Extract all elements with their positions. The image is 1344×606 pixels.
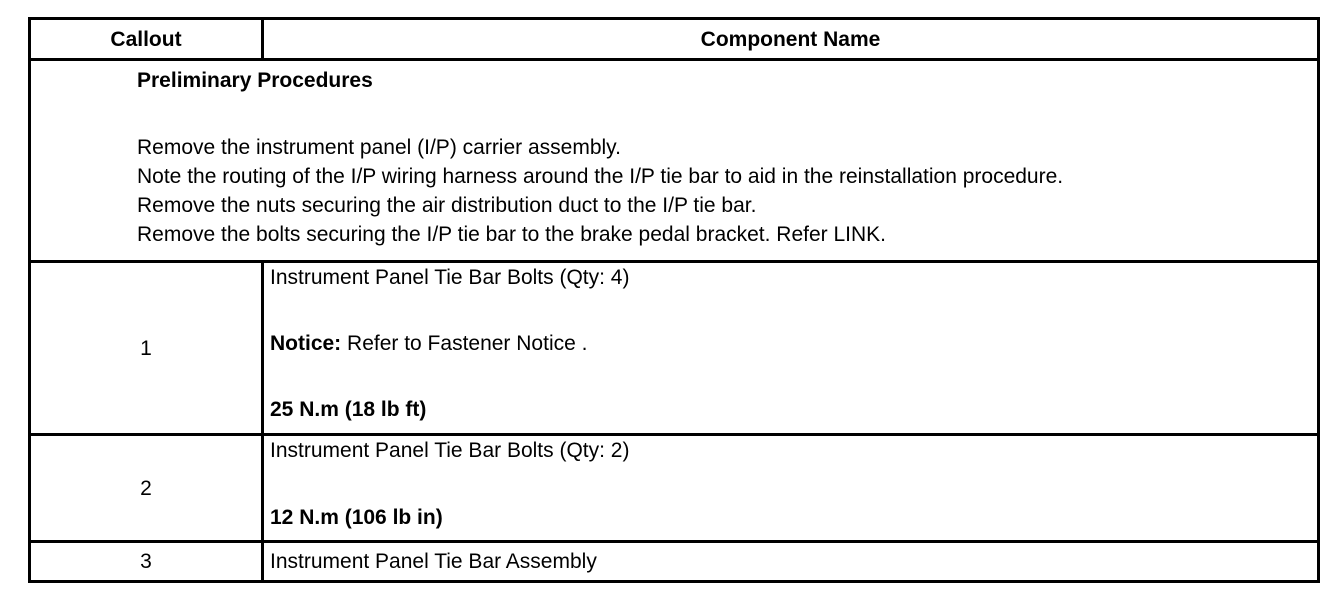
component-name: Instrument Panel Tie Bar Bolts (Qty: 2) [270,439,630,462]
spacer [270,358,1317,395]
notice-label: Notice: [270,332,342,355]
component-name-cell [263,262,1319,435]
callout-cell: 1 [30,262,263,435]
component-name-cell [263,542,1319,582]
preliminary-procedures-cell [30,60,1319,262]
procedure-table [28,17,1320,583]
table-row [30,435,1319,542]
component-name: Instrument Panel Tie Bar Bolts (Qty: 4) [270,266,630,289]
callout-cell: 3 [30,542,263,582]
component-name-cell [263,435,1319,542]
preliminary-procedures-title: Preliminary Procedures [137,69,373,92]
header-callout: Callout [30,19,263,60]
spacer [270,292,1317,329]
preliminary-step: Remove the nuts securing the air distribution duct to the I/P tie bar. [137,194,757,217]
spacer [270,465,1317,503]
torque-spec: 25 N.m (18 lb ft) [270,398,427,421]
preliminary-procedures-row [30,60,1319,262]
component-name: Instrument Panel Tie Bar Assembly [270,550,597,573]
torque-spec: 12 N.m (106 lb in) [270,506,443,529]
notice-text: Refer to Fastener Notice . [341,332,588,355]
preliminary-step: Remove the instrument panel (I/P) carrier assembly. [137,136,621,159]
callout-cell: 2 [30,435,263,542]
notice-line [270,329,1317,358]
table-row [30,262,1319,435]
preliminary-step: Remove the bolts securing the I/P tie bar to the brake pedal bracket. Refer LINK. [137,223,887,246]
header-component-name: Component Name [263,19,1319,60]
table-row [30,542,1319,582]
preliminary-step: Note the routing of the I/P wiring harness around the I/P tie bar to aid in the reinstallation procedure. [137,165,1064,188]
table-header-row [30,19,1319,60]
